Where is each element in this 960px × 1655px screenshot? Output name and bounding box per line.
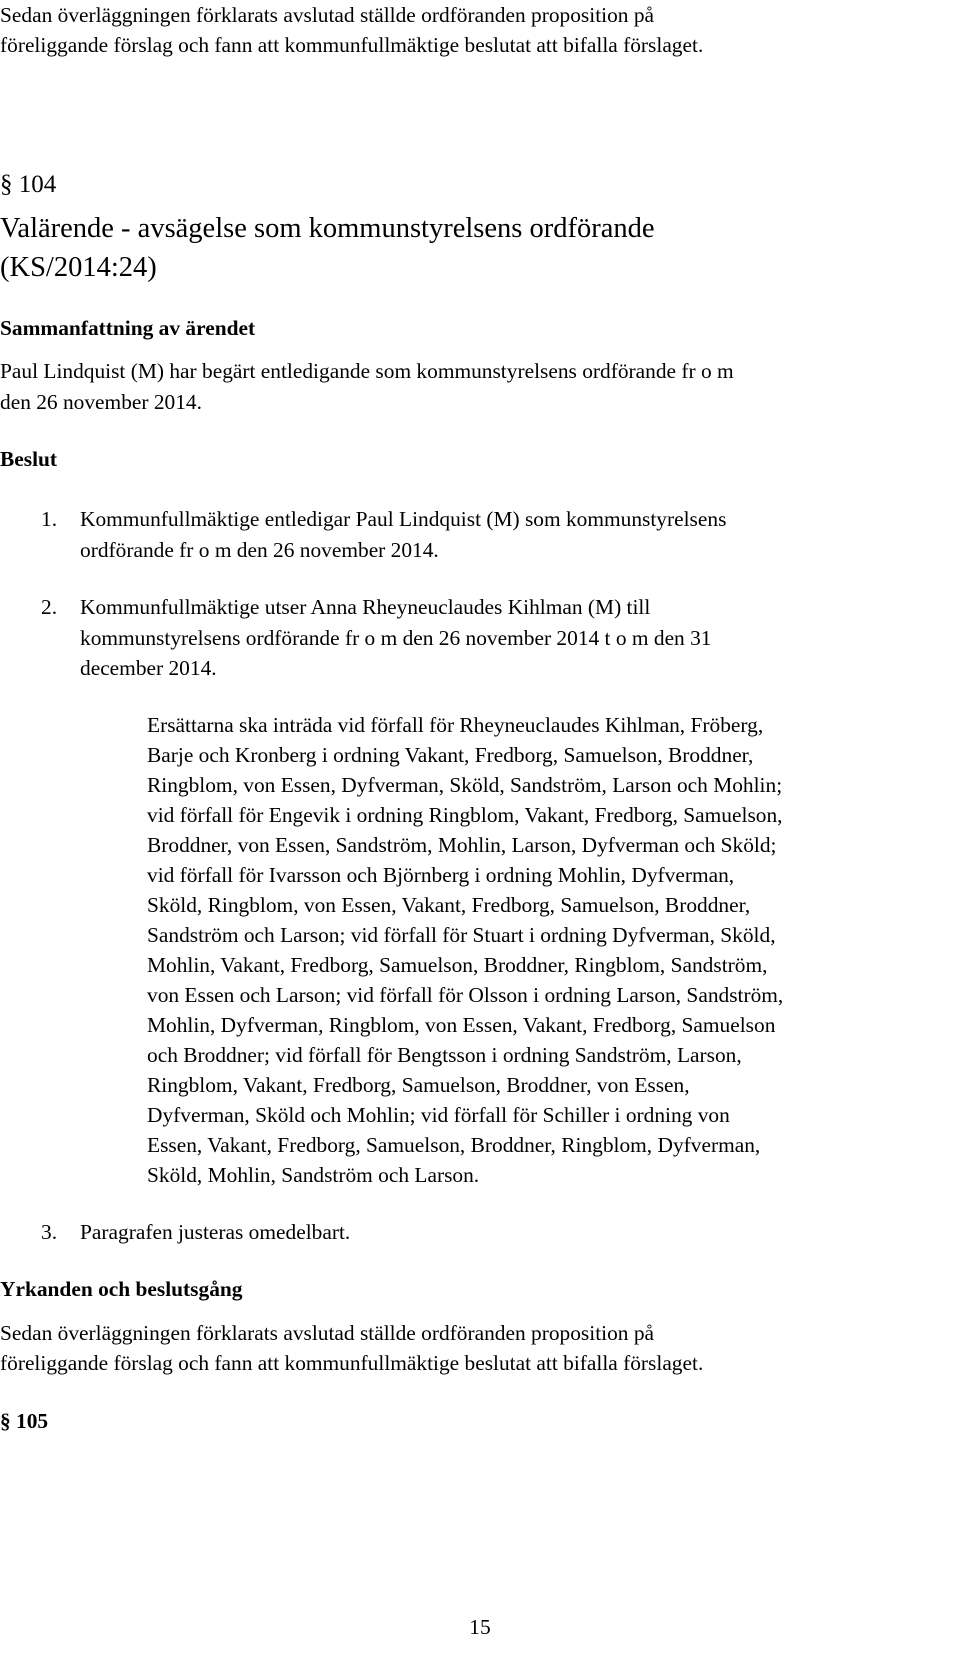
substitutes-line: Mohlin, Vakant, Fredborg, Samuelson, Broddner, Ringblom, Sandström, (147, 953, 768, 977)
substitutes-line: Sköld, Mohlin, Sandström och Larson. (147, 1163, 480, 1187)
item-1-line-2: ordförande fr o m den 26 november 2014. (80, 538, 439, 562)
item-2-line-3: december 2014. (80, 656, 217, 680)
item-3-number: 3. (41, 1220, 58, 1244)
summary-line-1: Paul Lindquist (M) har begärt entledigande som kommunstyrelsens ordförande fr o m (0, 359, 734, 383)
item-1-number: 1. (41, 507, 58, 531)
item-2-line-2: kommunstyrelsens ordförande fr o m den 26 november 2014 t o m den 31 (80, 626, 712, 650)
substitutes-line: Essen, Vakant, Fredborg, Samuelson, Broddner, Ringblom, Dyfverman, (147, 1133, 761, 1157)
substitutes-line: Ringblom, von Essen, Dyfverman, Sköld, Sandström, Larson och Mohlin; (147, 773, 783, 797)
motions-line-2: föreliggande förslag och fann att kommunfullmäktige beslutat att bifalla förslaget. (0, 1351, 704, 1375)
substitutes-line: Barje och Kronberg i ordning Vakant, Fredborg, Samuelson, Broddner, (147, 743, 754, 767)
substitutes-line: Sköld, Ringblom, von Essen, Vakant, Fredborg, Samuelson, Broddner, (147, 893, 751, 917)
intro-line-2: föreliggande förslag och fann att kommunfullmäktige beslutat att bifalla förslaget. (0, 33, 704, 57)
substitutes-line: Mohlin, Dyfverman, Ringblom, von Essen, Vakant, Fredborg, Samuelson (147, 1013, 776, 1037)
section-104-number: § 104 (0, 171, 57, 198)
motions-line-1: Sedan överläggningen förklarats avslutad ställde ordföranden proposition på (0, 1321, 655, 1345)
item-2-number: 2. (41, 595, 58, 619)
item-1-line-1: Kommunfullmäktige entledigar Paul Lindquist (M) som kommunstyrelsens (80, 507, 727, 531)
substitutes-line: Ringblom, Vakant, Fredborg, Samuelson, Broddner, von Essen, (147, 1073, 690, 1097)
intro-line-1: Sedan överläggningen förklarats avslutad ställde ordföranden proposition på (0, 3, 655, 27)
section-104-title-line-1: Valärende - avsägelse som kommunstyrelsens ordförande (0, 213, 655, 244)
substitutes-line: och Broddner; vid förfall för Bengtsson i ordning Sandström, Larson, (147, 1043, 742, 1067)
item-3-text: Paragrafen justeras omedelbart. (80, 1220, 351, 1244)
summary-heading: Sammanfattning av ärendet (0, 316, 256, 340)
section-105-number: § 105 (0, 1409, 49, 1433)
summary-line-2: den 26 november 2014. (0, 390, 202, 414)
substitutes-line: von Essen och Larson; vid förfall för Olsson i ordning Larson, Sandström, (147, 983, 784, 1007)
motions-heading: Yrkanden och beslutsgång (0, 1277, 243, 1301)
item-2-line-1: Kommunfullmäktige utser Anna Rheyneuclaudes Kihlman (M) till (80, 595, 651, 619)
page-number: 15 (469, 1615, 491, 1639)
substitutes-line: vid förfall för Engevik i ordning Ringblom, Vakant, Fredborg, Samuelson, (147, 803, 783, 827)
substitutes-line: Broddner, von Essen, Sandström, Mohlin, Larson, Dyfverman och Sköld; (147, 833, 777, 857)
substitutes-line: Sandström och Larson; vid förfall för Stuart i ordning Dyfverman, Sköld, (147, 923, 776, 947)
section-104-title-line-2: (KS/2014:24) (0, 252, 157, 283)
decision-heading: Beslut (0, 447, 58, 471)
substitutes-line: Ersättarna ska inträda vid förfall för Rheyneuclaudes Kihlman, Fröberg, (147, 713, 764, 737)
substitutes-line: Dyfverman, Sköld och Mohlin; vid förfall för Schiller i ordning von (147, 1103, 730, 1127)
substitutes-line: vid förfall för Ivarsson och Björnberg i ordning Mohlin, Dyfverman, (147, 863, 735, 887)
